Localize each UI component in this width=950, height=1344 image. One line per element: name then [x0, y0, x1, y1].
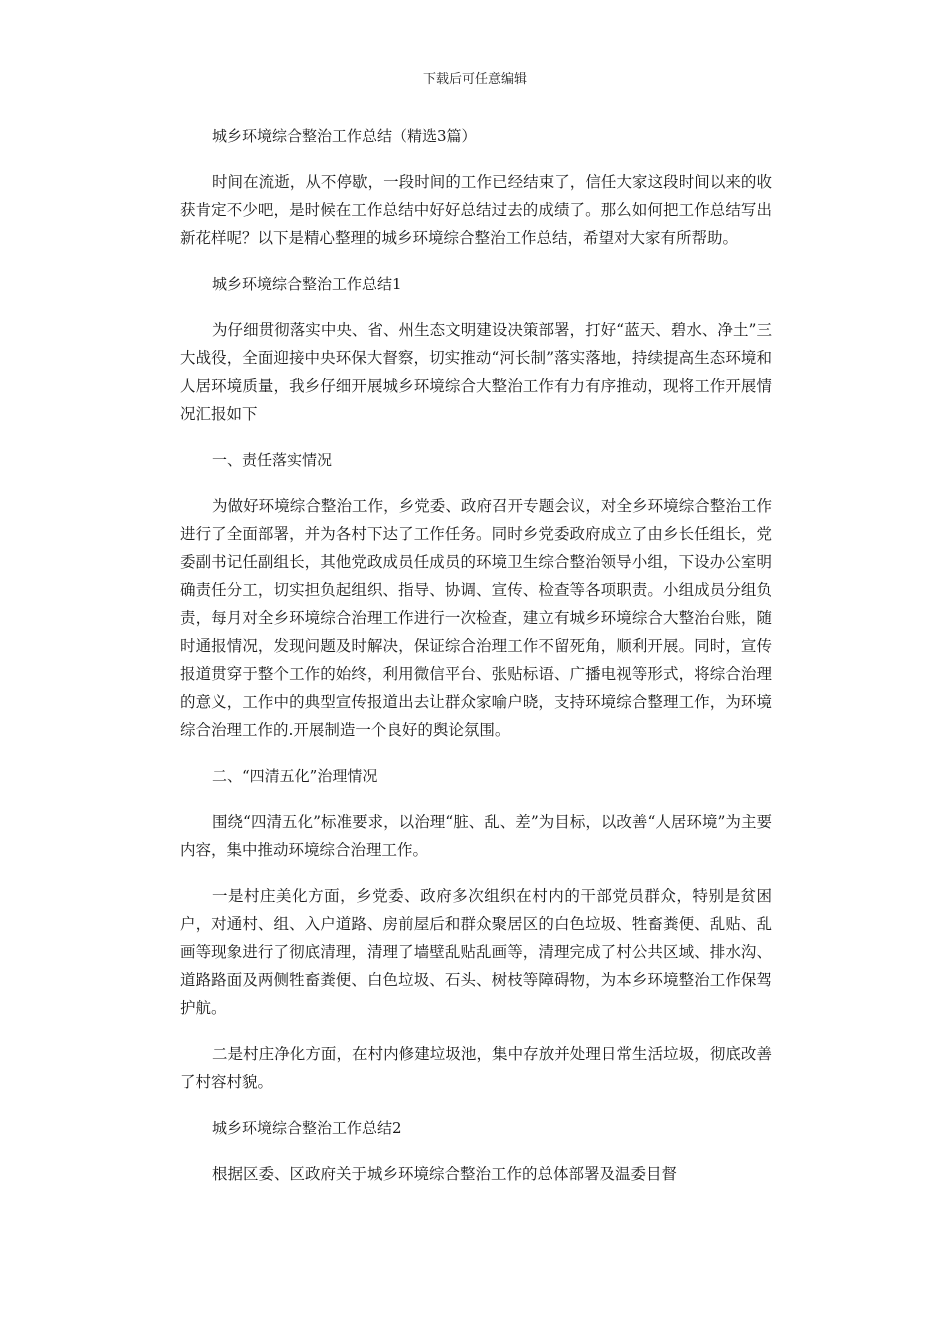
document-title: 城乡环境综合整治工作总结（精选3篇） [212, 127, 477, 145]
document-body [180, 122, 772, 1188]
intro-paragraph: 时间在流逝，从不停歇，一段时间的工作已经结束了，信任大家这段时间以来的收获肯定不少吧，是时候在工作总结中好好总结过去的成绩了。那么如何把工作总结写出新花样呢？以下是精心整理的城乡环境综合整治工作总结，希望对大家有所帮助。 [180, 173, 772, 247]
summary-2-first-paragraph: 根据区委、区政府关于城乡环境综合整治工作的总体部署及温委目督 [212, 1165, 678, 1183]
subsection-heading-four-clean-five-transform: 二、“四清五化”治理情况 [212, 767, 378, 785]
village-beautify-paragraph: 一是村庄美化方面，乡党委、政府多次组织在村内的干部党员群众，特别是贫困户，对通村、组、入户道路、房前屋后和群众聚居区的白色垃圾、牲畜粪便、乱贴、乱画等现象进行了彻底清理，清理了墙壁乱贴乱画等，清理完成了村公共区域、排水沟、道路路面及两侧牲畜粪便、白色垃圾、石头、树枝等障碍物，为本乡环境整治工作保驾护航。 [180, 887, 772, 1017]
section-heading-summary-1: 城乡环境综合整治工作总结1 [212, 275, 402, 293]
responsibility-paragraph: 为做好环境综合整治工作，乡党委、政府召开专题会议，对全乡环境综合整治工作进行了全面部署，并为各村下达了工作任务。同时乡党委政府成立了由乡长任组长，党委副书记任副组长，其他党政成员任成员的环境卫生综合整治领导小组，下设办公室明确责任分工，切实担负起组织、指导、协调、宣传、检查等各项职责。小组成员分组负责，每月对全乡环境综合治理工作进行一次检查，建立有城乡环境综合大整治台账，随时通报情况，发现问题及时解决，保证综合治理工作不留死角，顺利开展。同时，宣传报道贯穿于整个工作的始终，利用微信平台、张贴标语、广播电视等形式，将综合治理的意义，工作中的典型宣传报道出去让群众家喻户晓，支持环境综合整理工作，为环境综合治理工作的.开展制造一个良好的舆论氛围。 [180, 497, 772, 739]
subsection-heading-responsibility: 一、责任落实情况 [212, 451, 333, 469]
village-purify-paragraph: 二是村庄净化方面，在村内修建垃圾池，集中存放并处理日常生活垃圾，彻底改善了村容村貌。 [180, 1045, 772, 1091]
summary-1-intro-paragraph: 为仔细贯彻落实中央、省、州生态文明建设决策部署，打好“蓝天、碧水、净土”三大战役，全面迎接中央环保大督察，切实推动“河长制”落实落地，持续提高生态环境和人居环境质量，我乡仔细开展城乡环境综合大整治工作有力有序推动，现将工作开展情况汇报如下 [180, 321, 772, 423]
four-clean-intro-paragraph: 围绕“四清五化”标准要求，以治理“脏、乱、差”为目标，以改善“人居环境”为主要内容，集中推动环境综合治理工作。 [180, 813, 772, 859]
header-note: 下载后可任意编辑 [422, 72, 527, 87]
section-heading-summary-2: 城乡环境综合整治工作总结2 [212, 1119, 402, 1137]
